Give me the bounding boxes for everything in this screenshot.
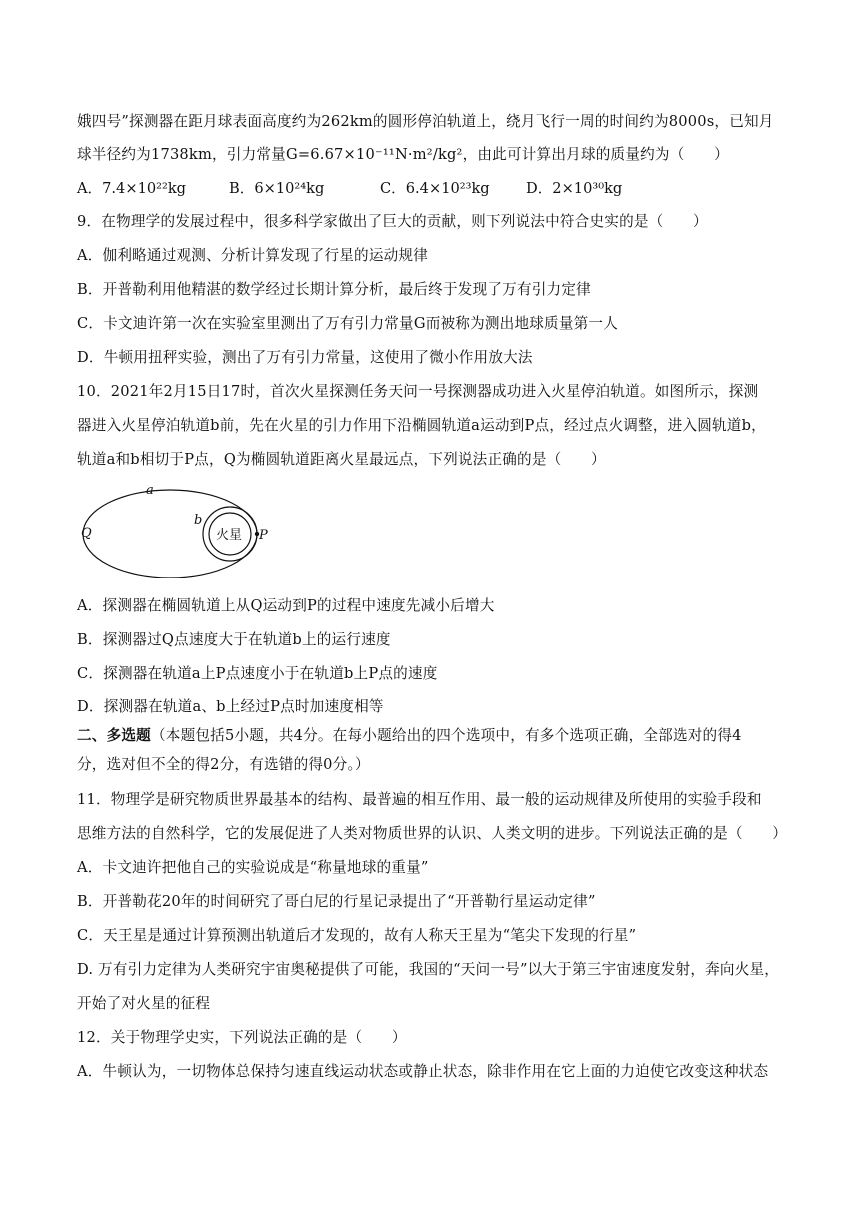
q10-stem-line-3: 轨道a和b相切于P点，Q为椭圆轨道距离火星最远点，下列说法正确的是（ ） [77, 451, 606, 468]
q10-stem-line-1: 10．2021年2月15日17时，首次火星探测任务天问一号探测器成功进入火星停泊轨道。如图所示，探测 [77, 383, 759, 400]
q8-option-c: C．6.4×10²³kg [380, 180, 490, 197]
q10-option-b: B．探测器过Q点速度大于在轨道b上的运行速度 [77, 631, 391, 648]
q11-stem-line-1: 11．物理学是研究物质世界最基本的结构、最普遍的相互作用、最一般的运动规律及所使用的实验手段和 [77, 791, 762, 808]
point-q-label: Q [81, 526, 92, 541]
q11-option-c: C．天王星是通过计算预测出轨道后才发现的，故有人称天王星为“笔尖下发现的行星” [77, 927, 637, 944]
q9-option-b: B．开普勒利用他精湛的数学经过长期计算分析，最后终于发现了万有引力定律 [77, 281, 591, 298]
q10-option-c: C．探测器在轨道a上P点速度小于在轨道b上P点的速度 [77, 665, 438, 682]
q11-option-d-line-1: D. 万有引力定律为人类研究宇宙奥秘提供了可能，我国的“天问一号”以大于第三宇宙速度发射，奔向火星， [77, 961, 780, 978]
q9-option-d: D．牛顿用扭秤实验，测出了万有引力常量，这使用了微小作用放大法 [77, 349, 533, 366]
section-2-title: 二、多选题 [77, 727, 151, 744]
section-2-desc: （本题包括5小题，共4分。在每小题给出的四个选项中，有多个选项正确，全部选对的得4 [150, 727, 742, 744]
q9-option-c: C．卡文迪许第一次在实验室里测出了万有引力常量G而被称为测出地球质量第一人 [77, 315, 619, 332]
q11-option-a: A．卡文迪许把他自己的实验说成是“称量地球的重量” [77, 859, 429, 876]
q11-stem-line-2: 思维方法的自然科学，它的发展促进了人类对物质世界的认识、人类文明的进步。下列说法正确的是（ ） [77, 825, 788, 842]
q8-stem-line-1: 娥四号”探测器在距月球表面高度约为262km的圆形停泊轨道上，绕月飞行一周的时间约为8000s，已知月 [77, 113, 774, 130]
q8-option-a: A．7.4×10²²kg [77, 180, 187, 197]
q11-option-d-line-2: 开始了对火星的征程 [77, 995, 211, 1012]
orbit-a-label: a [146, 483, 154, 498]
q8-option-d: D．2×10³⁰kg [526, 180, 623, 197]
q12-stem: 12．关于物理学史实，下列说法正确的是（ ） [77, 1029, 407, 1046]
q10-stem-line-2: 器进入火星停泊轨道b前，先在火星的引力作用下沿椭圆轨道a运动到P点，经过点火调整，进入圆轨道b， [77, 417, 766, 434]
q10-option-d: D．探测器在轨道a、b上经过P点时加速度相等 [77, 698, 384, 715]
orbit-b-label: b [194, 513, 203, 528]
section-2-intro-line-1 [77, 726, 797, 746]
q9-option-a: A．伽利略通过观测、分析计算发现了行星的运动规律 [77, 247, 428, 264]
orbit-diagram [70, 478, 280, 578]
section-2-intro-line-2: 分，选对但不全的得2分，有选错的得0分。） [77, 756, 370, 773]
orbit-diagram-svg [70, 478, 280, 578]
q12-option-a: A．牛顿认为，一切物体总保持匀速直线运动状态或静止状态，除非作用在它上面的力迫使它改变这种状态 [77, 1063, 769, 1080]
q8-option-b: B．6×10²⁴kg [229, 180, 325, 197]
q10-option-a: A．探测器在椭圆轨道上从Q运动到P的过程中速度先减小后增大 [77, 597, 495, 614]
q9-stem: 9．在物理学的发展过程中，很多科学家做出了巨大的贡献，则下列说法中符合史实的是（ ） [77, 213, 708, 230]
q11-option-b: B．开普勒花20年的时间研究了哥白尼的行星记录提出了“开普勒行星运动定律” [77, 893, 596, 910]
mars-label: 火星 [216, 528, 243, 543]
point-p-label: P [259, 528, 268, 543]
q8-stem-line-2: 球半径约为1738km，引力常量G=6.67×10⁻¹¹N·m²/kg²，由此可计算出月球的质量约为（ ） [77, 146, 729, 163]
